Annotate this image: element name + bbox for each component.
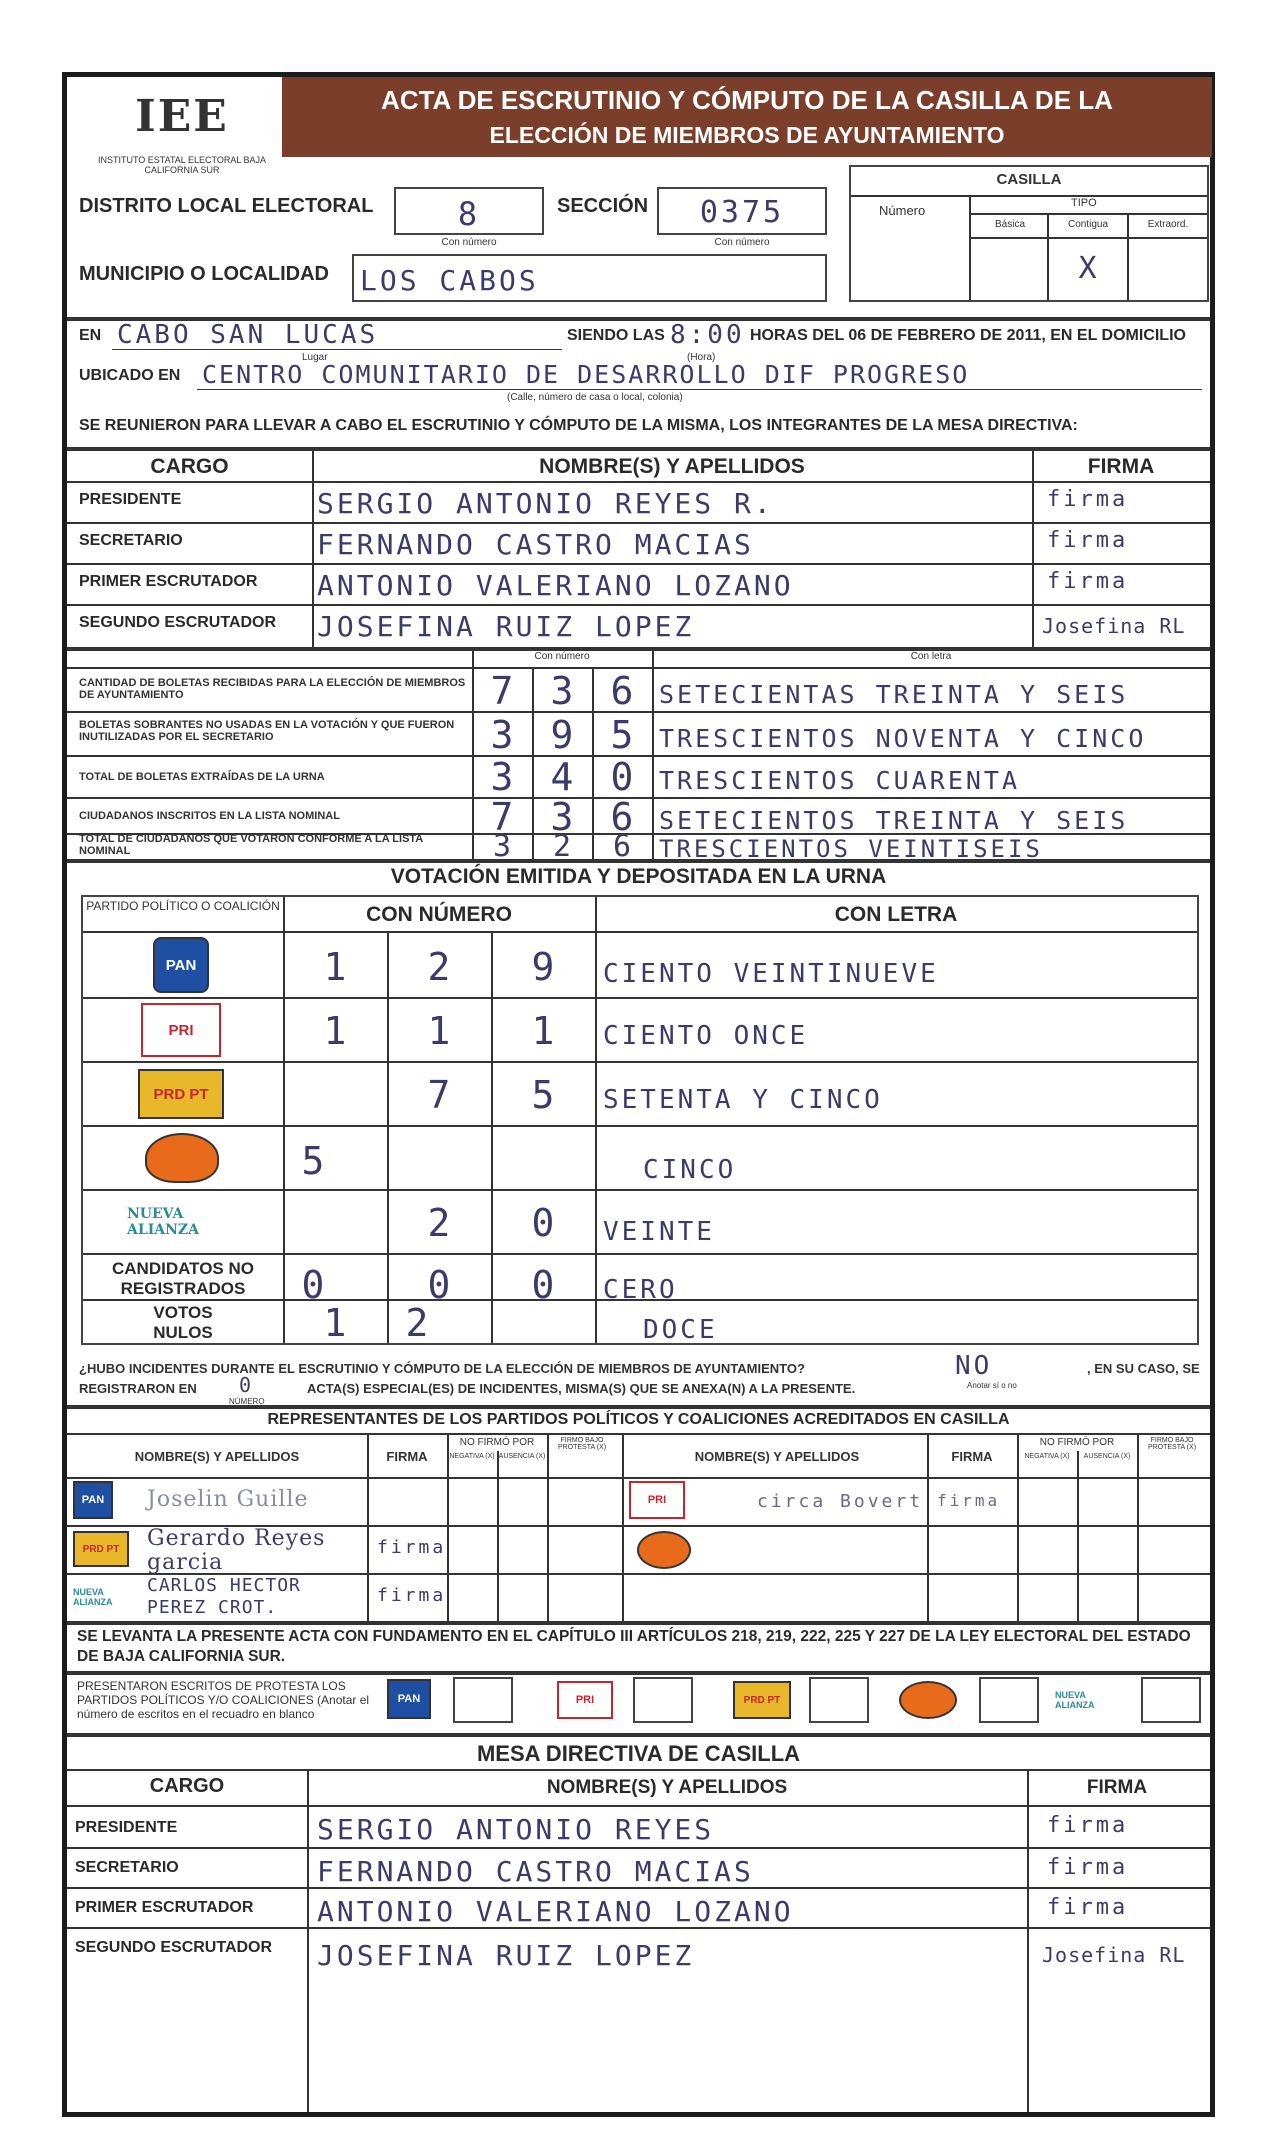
incidentes-line1-end: , EN SU CASO, SE	[1087, 1361, 1200, 1376]
votacion-digit: 1	[323, 945, 347, 989]
mesa1-nombre: JOSEFINA RUIZ LOPEZ	[317, 610, 695, 643]
boletas-digit: 4	[550, 755, 574, 799]
boletas-digit: 6	[610, 669, 634, 713]
pan-logo-icon: PAN	[73, 1481, 113, 1519]
votacion-letra: VEINTE	[603, 1217, 715, 1247]
rep-firma: firma	[377, 1537, 447, 1558]
boletas-label: CANTIDAD DE BOLETAS RECIBIDAS PARA LA ELECCIÓN DE MIEMBROS DE AYUNTAMIENTO	[79, 677, 466, 701]
mesa2-nombre: FERNANDO CASTRO MACIAS	[317, 1855, 754, 1888]
rep-firma: firma	[937, 1491, 1001, 1510]
votacion-digit: 5	[301, 1139, 325, 1183]
mesa2-firma: firma	[1047, 1895, 1129, 1920]
boletas-letra: SETECIENTAS TREINTA Y SEIS	[659, 680, 1129, 709]
mesa1-firma-header: FIRMA	[1087, 455, 1155, 478]
votacion-letra: DOCE	[643, 1315, 718, 1345]
pri-logo-icon: PRI	[557, 1681, 613, 1719]
escritos-prd-pt-box[interactable]	[809, 1677, 869, 1723]
mesa1-cargo: PRESIDENTE	[79, 491, 182, 508]
votacion-digit: 0	[301, 1263, 325, 1307]
fundamento-text: SE LEVANTA LA PRESENTE ACTA CON FUNDAMENTO EN EL CAPÍTULO III ARTÍCULOS 218, 219, 222, 225 Y 227 DE LA LEY ELECTORAL DEL ESTADO DE BAJA CALIFORNIA SUR.	[77, 1628, 1191, 1665]
casilla-numero-label: Número	[879, 203, 926, 218]
coalicion-eagle-logo-icon	[899, 1681, 957, 1719]
rep-no-firmo-right: NO FIRMÓ POR	[1039, 1437, 1115, 1448]
prd-pt-logo-icon: PRD PT	[73, 1531, 129, 1567]
hora-caption: (Hora)	[687, 352, 716, 363]
votacion-letra: CIENTO ONCE	[603, 1021, 809, 1051]
lugar-caption: Lugar	[302, 352, 328, 363]
votacion-digit: 2	[405, 1301, 429, 1345]
rep-firma-header-right: FIRMA	[951, 1449, 993, 1464]
ubicado-caption: (Calle, número de casa o local, colonia)	[507, 392, 683, 403]
votacion-digit: 0	[531, 1201, 555, 1245]
votacion-letra: CERO	[603, 1275, 678, 1305]
incidentes-anotar: Anotar sí o no	[967, 1381, 1017, 1390]
boletas-digit: 3	[550, 669, 574, 713]
nueva-alianza-logo-icon: NUEVA ALIANZA	[1055, 1681, 1125, 1719]
boletas-label: TOTAL DE BOLETAS EXTRAÍDAS DE LA URNA	[79, 771, 325, 783]
votacion-letra-header: CON LETRA	[834, 903, 958, 926]
votacion-digit: 2	[427, 1201, 451, 1245]
rep-ausencia-left: AUSENCIA (X)	[498, 1453, 546, 1460]
en-label: EN	[79, 327, 102, 344]
title-line1: ACTA DE ESCRUTINIO Y CÓMPUTO DE LA CASILLA DE LA	[381, 85, 1113, 115]
distrito-caption: Con número	[441, 237, 497, 248]
rep-ausencia-right: AUSENCIA (X)	[1083, 1453, 1131, 1460]
prd-pt-logo-icon: PRD PT	[733, 1681, 791, 1719]
mesa2-nombre: SERGIO ANTONIO REYES	[317, 1813, 715, 1846]
boletas-digit: 9	[550, 713, 574, 757]
votacion-letra: CIENTO VEINTINUEVE	[603, 959, 939, 989]
mesa2-firma-header: FIRMA	[1086, 1777, 1148, 1798]
representantes-title: REPRESENTANTES DE LOS PARTIDOS POLÍTICOS Y COALICIONES ACREDITADOS EN CASILLA	[267, 1411, 1010, 1428]
votacion-digit: 0	[427, 1263, 451, 1307]
mesa2-firma: firma	[1047, 1855, 1129, 1880]
seccion-caption: Con número	[714, 237, 770, 248]
boletas-letra: TRESCIENTOS VEINTISEIS	[659, 835, 1043, 863]
rep-no-firmo-left: NO FIRMÓ POR	[459, 1437, 535, 1448]
mesa2-cargo: SECRETARIO	[75, 1859, 179, 1876]
siendo-label: SIENDO LAS	[567, 327, 665, 344]
acta-sheet	[62, 72, 1215, 2117]
nueva-alianza-logo-icon: NUEVA ALIANZA	[73, 1579, 141, 1615]
mesa2-cargo: PRESIDENTE	[75, 1819, 178, 1836]
votacion-digit: 2	[427, 945, 451, 989]
incidentes-line2b: ACTA(S) ESPECIAL(ES) DE INCIDENTES, MISMA(S) QUE SE ANEXA(N) A LA PRESENTE.	[307, 1381, 856, 1396]
reunieron-text: SE REUNIERON PARA LLEVAR A CABO EL ESCRUTINIO Y CÓMPUTO DE LA MISMA, LOS INTEGRANTES DE LA MESA DIRECTIVA:	[79, 417, 1078, 434]
iee-logo	[107, 91, 257, 151]
fecha-text: HORAS DEL 06 DE FEBRERO DE 2011, EN EL DOMICILIO	[750, 327, 1186, 344]
distrito-label: DISTRITO LOCAL ELECTORAL	[79, 195, 374, 217]
rep-protesta-left: FIRMO BAJO PROTESTA (X)	[557, 1437, 607, 1451]
coalicion-eagle-logo-icon	[145, 1133, 219, 1183]
pri-logo-icon: PRI	[141, 1003, 221, 1057]
seccion-value: 0375	[699, 195, 785, 230]
institute-name: INSTITUTO ESTATAL ELECTORAL BAJA CALIFORNIA SUR	[97, 155, 267, 175]
votos-nulos-label: VOTOS NULOS	[153, 1303, 213, 1342]
casilla-tipo-label: TIPO	[1071, 197, 1097, 209]
municipio-value: LOS CABOS	[360, 264, 539, 297]
boletas-digit: 0	[610, 755, 634, 799]
title-bar	[282, 77, 1212, 157]
mesa1-cargo: PRIMER ESCRUTADOR	[79, 573, 258, 590]
incidentes-answer: NO	[955, 1351, 993, 1381]
pan-logo-icon: PAN	[387, 1679, 431, 1719]
boletas-digit: 3	[490, 713, 514, 757]
mesa1-nombre: SERGIO ANTONIO REYES R.	[317, 487, 774, 520]
mesa1-firma: Josefina RL	[1042, 614, 1186, 638]
seccion-label: SECCIÓN	[557, 195, 649, 217]
incidentes-line1: ¿HUBO INCIDENTES DURANTE EL ESCRUTINIO Y CÓMPUTO DE LA ELECCIÓN DE MIEMBROS DE AYUNTAMIENTO?	[79, 1361, 805, 1376]
escritos-pan-box[interactable]	[453, 1677, 513, 1723]
contigua-mark: X	[1078, 251, 1100, 286]
rep-nombre-header-left: NOMBRE(S) Y APELLIDOS	[134, 1449, 300, 1464]
ubicado-value: CENTRO COMUNITARIO DE DESARROLLO DIF PROGRESO	[202, 360, 970, 389]
municipio-field[interactable]	[352, 254, 827, 302]
boletas-letra-header: Con letra	[910, 651, 952, 662]
rep-nombre: CARLOS HECTOR PEREZ CROT.	[147, 1575, 301, 1618]
mesa2-firma: Josefina RL	[1042, 1943, 1186, 1967]
pri-logo-icon: PRI	[629, 1481, 685, 1519]
ubicado-label: UBICADO EN	[79, 367, 181, 384]
incidentes-numero-caption: NÚMERO	[229, 1397, 265, 1406]
votacion-partido-header: PARTIDO POLÍTICO O COALICIÓN	[86, 899, 280, 913]
mesa1-nombre: FERNANDO CASTRO MACIAS	[317, 528, 754, 561]
rep-nombre: Gerardo Reyes garcia	[147, 1526, 326, 1575]
votacion-title: VOTACIÓN EMITIDA Y DEPOSITADA EN LA URNA	[390, 865, 887, 888]
boletas-digit: 5	[610, 713, 634, 757]
rep-negativa-left: NEGATIVA (X)	[449, 1453, 495, 1460]
votacion-numero-header: CON NÚMERO	[366, 903, 512, 926]
distrito-field[interactable]	[394, 187, 544, 235]
tipo-contigua: Contigua	[1067, 219, 1109, 230]
mesa1-cargo: SEGUNDO ESCRUTADOR	[79, 614, 277, 631]
rep-firma: firma	[377, 1585, 447, 1606]
escritos-pri-box[interactable]	[633, 1677, 693, 1723]
mesa2-nombre: JOSEFINA RUIZ LOPEZ	[317, 1939, 695, 1972]
boletas-digit: 3	[490, 755, 514, 799]
votacion-digit: 1	[427, 1009, 451, 1053]
mesa1-firma: firma	[1047, 569, 1129, 594]
votacion-digit: 7	[427, 1073, 451, 1117]
boletas-label: TOTAL DE CIUDADANOS QUE VOTARON CONFORME A LA LISTA NOMINAL	[79, 833, 423, 857]
escritos-nueva-alianza-box[interactable]	[1141, 1677, 1201, 1723]
boletas-digit: 7	[490, 669, 514, 713]
prd-pt-logo-icon: PRD PT	[138, 1069, 224, 1119]
escritos-text: PRESENTARON ESCRITOS DE PROTESTA LOS PARTIDOS POLÍTICOS Y/O COALICIONES (Anotar el número de escritos en el recuadro en blanco	[77, 1679, 370, 1721]
rep-nombre-header-right: NOMBRE(S) Y APELLIDOS	[694, 1449, 860, 1464]
hora-value: 8:00	[670, 320, 745, 350]
distrito-value: 8	[457, 195, 481, 233]
title-line2: ELECCIÓN DE MIEMBROS DE AYUNTAMIENTO	[489, 122, 1005, 148]
votacion-digit: 1	[323, 1009, 347, 1053]
iee-logo-mark: IEE	[135, 91, 229, 142]
boletas-numero-header: Con número	[534, 651, 590, 662]
tipo-extraord: Extraord.	[1147, 219, 1189, 230]
rep-negativa-right: NEGATIVA (X)	[1024, 1453, 1070, 1460]
mesa2-firma: firma	[1047, 1813, 1129, 1838]
boletas-letra: TRESCIENTOS NOVENTA Y CINCO	[659, 724, 1147, 753]
mesa2-nombre-header: NOMBRE(S) Y APELLIDOS	[546, 1777, 788, 1798]
votacion-letra: CINCO	[643, 1155, 737, 1185]
coalicion-eagle-logo-icon	[637, 1531, 691, 1569]
votacion-digit: 1	[323, 1301, 347, 1345]
casilla-title: CASILLA	[996, 171, 1062, 188]
municipio-label: MUNICIPIO O LOCALIDAD	[79, 263, 329, 285]
candidatos-no-registrados-label: CANDIDATOS NO REGISTRADOS	[112, 1259, 254, 1298]
boletas-digit: 3	[492, 829, 512, 864]
mesa1-firma: firma	[1047, 487, 1129, 512]
mesa1-cargo-header: CARGO	[150, 455, 229, 478]
boletas-digit: 6	[612, 829, 632, 864]
votacion-digit: 0	[531, 1263, 555, 1307]
incidentes-count: 0	[239, 1373, 255, 1397]
mesa2-cargo: PRIMER ESCRUTADOR	[75, 1899, 254, 1916]
boletas-letra: SETECIENTOS TREINTA Y SEIS	[659, 806, 1129, 835]
mesa2-cargo-header: CARGO	[149, 1775, 225, 1797]
mesa1-nombre: ANTONIO VALERIANO LOZANO	[317, 569, 794, 602]
rep-nombre: circa Bovert	[757, 1491, 924, 1512]
boletas-digit: 6	[610, 795, 634, 839]
incidentes-line2a: REGISTRARON EN	[79, 1381, 197, 1396]
votacion-digit: 5	[531, 1073, 555, 1117]
boletas-label: CIUDADANOS INSCRITOS EN LA LISTA NOMINAL	[79, 810, 340, 822]
boletas-digit: 3	[550, 795, 574, 839]
en-value: CABO SAN LUCAS	[117, 320, 379, 350]
nueva-alianza-logo-icon: NUEVA ALIANZA	[127, 1197, 237, 1247]
mesa2-cargo: SEGUNDO ESCRUTADOR	[75, 1939, 273, 1956]
boletas-letra: TRESCIENTOS CUARENTA	[659, 766, 1021, 795]
mesa1-firma: firma	[1047, 528, 1129, 553]
rep-protesta-right: FIRMO BAJO PROTESTA (X)	[1147, 1437, 1197, 1451]
mesa2-title: MESA DIRECTIVA DE CASILLA	[476, 1741, 801, 1766]
votacion-table	[81, 895, 1199, 1345]
tipo-basica: Básica	[994, 219, 1025, 230]
votacion-digit: 9	[531, 945, 555, 989]
votacion-digit: 1	[531, 1009, 555, 1053]
mesa1-cargo: SECRETARIO	[79, 532, 183, 549]
escritos-coalicion-box[interactable]	[979, 1677, 1039, 1723]
mesa1-nombre-header: NOMBRE(S) Y APELLIDOS	[539, 455, 805, 478]
votacion-letra: SETENTA Y CINCO	[603, 1085, 883, 1115]
rep-firma-header-left: FIRMA	[386, 1449, 428, 1464]
seccion-field[interactable]	[657, 187, 827, 235]
boletas-digit: 7	[490, 795, 514, 839]
boletas-digit: 2	[552, 829, 572, 864]
mesa2-nombre: ANTONIO VALERIANO LOZANO	[317, 1895, 794, 1928]
boletas-label: BOLETAS SOBRANTES NO USADAS EN LA VOTACIÓN Y QUE FUERON INUTILIZADAS POR EL SECRETARIO	[79, 719, 455, 743]
casilla-box	[849, 165, 1209, 302]
pan-logo-icon: PAN	[153, 937, 209, 993]
rep-nombre: Joselin Guille	[147, 1487, 309, 1512]
